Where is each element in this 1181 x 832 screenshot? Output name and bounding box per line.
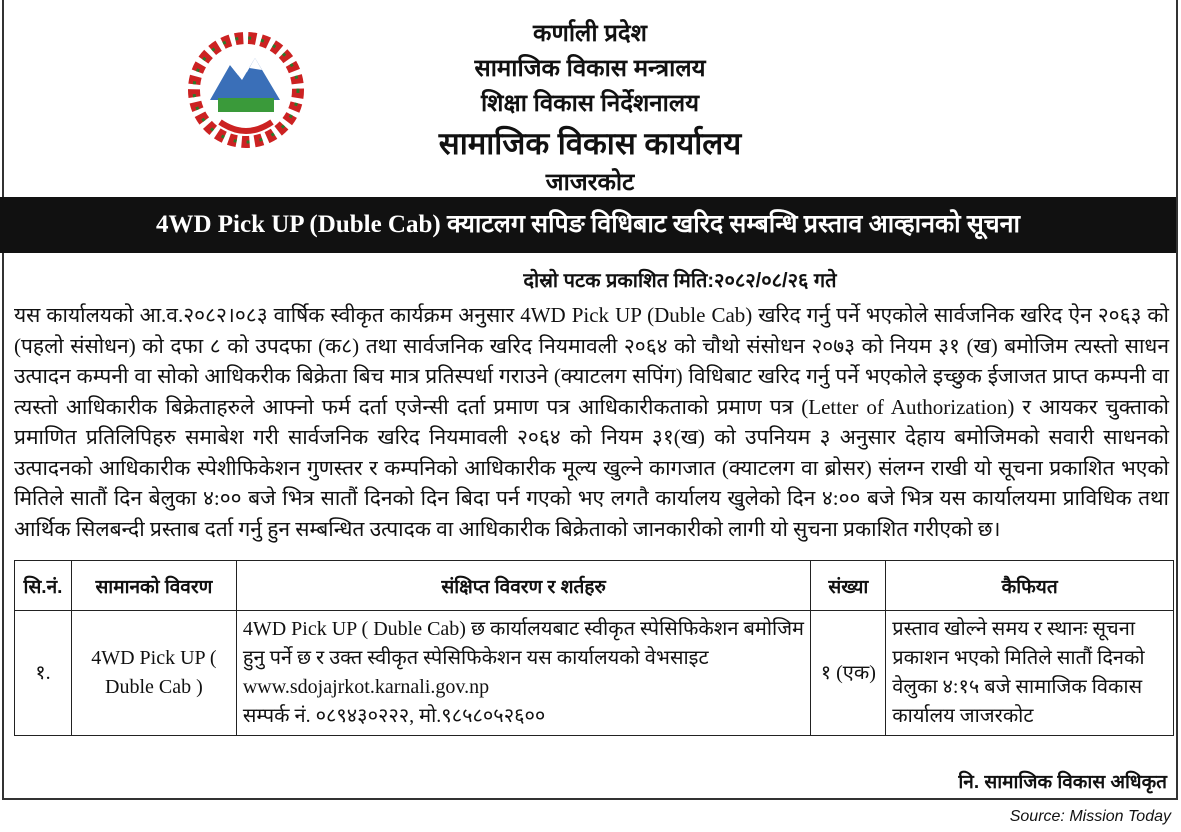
ministry-name: सामाजिक विकास मन्त्रालय xyxy=(474,55,706,82)
items-table xyxy=(14,560,1174,736)
cell-quantity: १ (एक) xyxy=(811,611,886,736)
col-description: संक्षिप्त विवरण र शर्तहरु xyxy=(236,561,811,611)
table-header-row xyxy=(15,561,1174,611)
cell-description xyxy=(236,611,811,736)
office-name: सामाजिक विकास कार्यालय xyxy=(438,126,742,161)
signature: नि. सामाजिक विकास अधिकृत xyxy=(958,772,1167,793)
col-remarks: कैफियत xyxy=(886,561,1174,611)
directorate-name: शिक्षा विकास निर्देशनालय xyxy=(480,90,700,117)
description-text: 4WD Pick UP ( Duble Cab) छ कार्यालयबाट स्वीकृत स्पेसिफिकेशन बमोजिम हुनु पर्ने छ र उक्त स्वीकृत स्पेसिफिकेशन यस कार्यालयको वेभसाइट www.sdojajrkot.karnali.gov.np xyxy=(242,618,805,698)
cell-sn: १. xyxy=(15,611,72,736)
col-quantity: संख्या xyxy=(811,561,886,611)
table-row xyxy=(15,611,1174,736)
district-name: जाजरकोट xyxy=(545,169,635,196)
published-date: दोस्रो पटक प्रकाशित मिति:२०८२/०८/२६ गते xyxy=(523,270,837,292)
nepal-emblem-icon xyxy=(180,30,312,148)
contact-text: सम्पर्क नं. ०८९४३०२२२, मो.९८५८०५२६०० xyxy=(242,705,546,727)
cell-remarks: प्रस्ताव खोल्ने समय र स्थानः सूचना प्रकाशन भएको मितिले सातौं दिनको वेलुका ४:१५ बजे सामाजिक विकास कार्यालय जाजरकोट xyxy=(886,611,1174,736)
notice-title: 4WD Pick UP (Duble Cab) क्याटलग सपिङ विधिबाट खरिद सम्बन्धि प्रस्ताव आव्हानको सूचना xyxy=(0,197,1176,253)
province-name: कर्णाली प्रदेश xyxy=(533,20,647,47)
source-credit: Source: Mission Today xyxy=(1009,808,1171,825)
notice-body: यस कार्यालयको आ.व.२०८२।०८३ वार्षिक स्वीकृत कार्यक्रम अनुसार 4WD Pick UP (Duble Cab) खरिद गर्नु पर्ने भएकोले सार्वजनिक खरिद ऐन २०६३ को (पहलो संसोधन) को दफा ८ को उपदफा (क८) तथा सार्वजनिक खरिद नियमावली २०६४ को चौथो संसोधन २०७३ को नियम ३१ (ख) बमोजिम त्यस्तो साधन उत्पादन कम्पनी वा सोको आधिकरीक बिक्रेता बिच मात्र प्रतिस्पर्धा गराउने (क्याटलग सपिंग) विधिबाट खरिद गर्नु पर्ने भएकोले इच्छुक ईजाजत प्राप्त कम्पनी वा त्यस्तो आधिकारीक बिक्रेताहरुले आफ्नो फर्म दर्ता एजेन्सी दर्ता प्रमाण पत्र आधिकारीकताको प्रमाण पत्र (Letter of Authorization) र आयकर चुक्ताको प्रमाणित प्रतिलिपिहरु समाबेश गरी सार्वजनिक खरिद नियमावली २०६४ को नियम ३१(ख) को उपनियम ३ अनुसार देहाय बमोजिमको सवारी साधनको उत्पादनको आधिकारीक स्पेशीफिकेशन गुणस्तर र कम्पनिको आधिकारीक मूल्य खुल्ने कागजात (क्याटलग वा ब्रोसर) संलग्न राखी यो सूचना प्रकाशित भएको मितिले सातौं दिन बेलुका ४:०० बजे भित्र सातौं दिनको दिन बिदा पर्न गएको भए लगतै कार्यालय खुलेको दिन ४:०० बजे भित्र यस कार्यालयमा प्राविधिक तथा आर्थिक सिलबन्दी प्रस्ताब दर्ता गर्नु हुन सम्बन्धित उत्पादक वा आधिकारीक बिक्रेताको जानकारीको लागी यो सुचना प्रकाशित गरीएको छ। xyxy=(14,303,1169,541)
cell-item: 4WD Pick UP ( Duble Cab ) xyxy=(71,611,236,736)
col-sn: सि.नं. xyxy=(15,561,72,611)
col-item: सामानको विवरण xyxy=(71,561,236,611)
